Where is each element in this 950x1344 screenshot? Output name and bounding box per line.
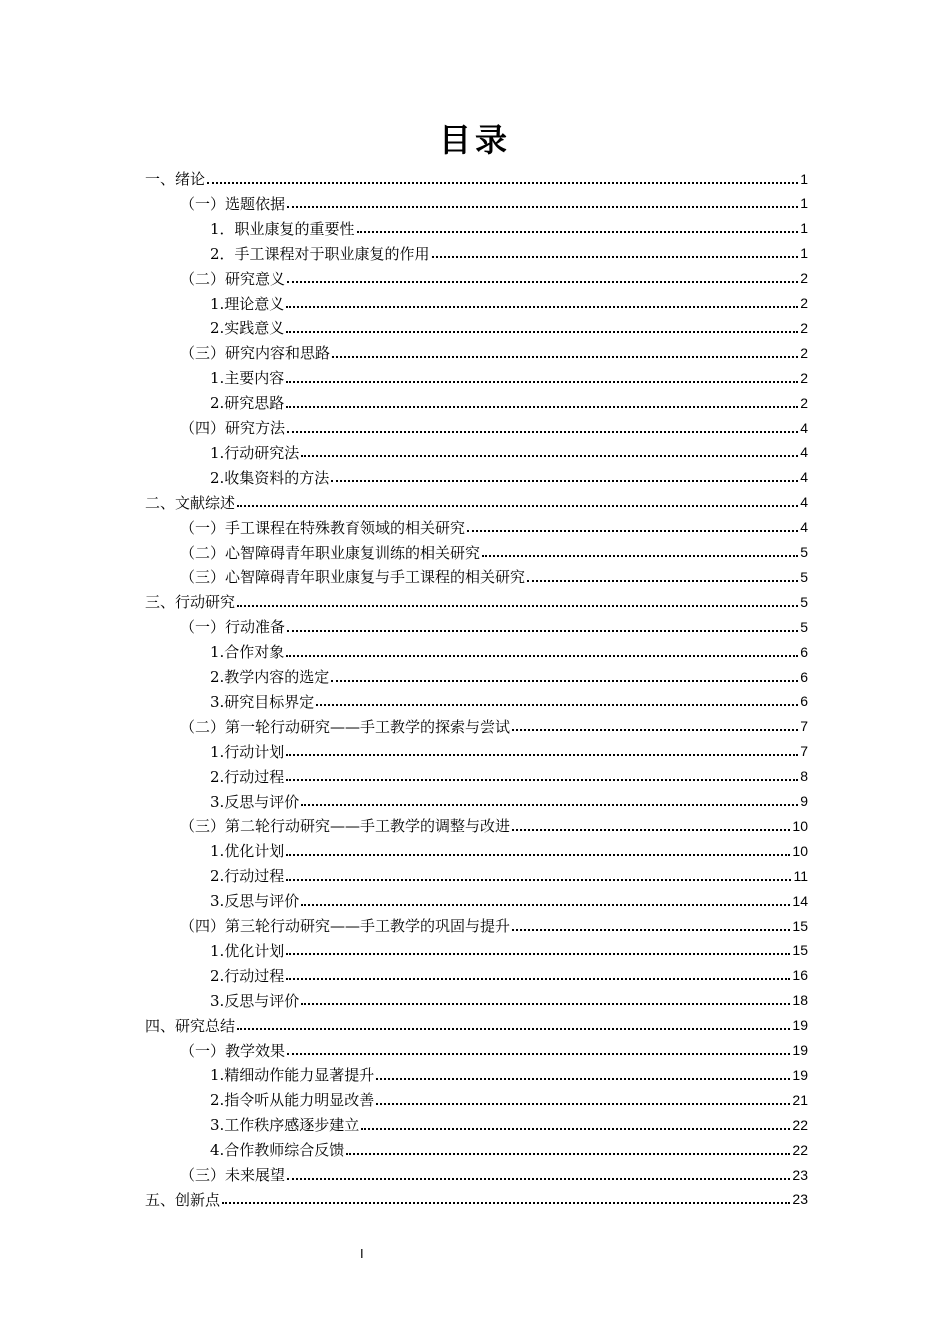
toc-entry-label: （三）未来展望 xyxy=(180,1166,286,1184)
toc-leader-dots xyxy=(512,929,790,931)
toc-entry[interactable] xyxy=(180,415,808,440)
toc-entry-page: 10 xyxy=(792,842,808,859)
toc-entry-label: 3.反思与评价 xyxy=(210,792,300,811)
toc-entry[interactable] xyxy=(210,789,808,814)
toc-entry-page: 1 xyxy=(800,195,808,212)
toc-leader-dots xyxy=(331,680,798,682)
toc-entry-page: 2 xyxy=(800,270,808,287)
toc-entry[interactable] xyxy=(180,340,808,365)
toc-entry-page: 4 xyxy=(800,419,808,436)
toc-entry-label: 1.行动计划 xyxy=(210,742,285,761)
toc-leader-dots xyxy=(286,331,798,333)
toc-entry[interactable] xyxy=(210,291,808,316)
toc-leader-dots xyxy=(527,580,798,582)
toc-entry-label: 2.实践意义 xyxy=(210,319,285,338)
toc-entry-page: 14 xyxy=(792,892,808,909)
toc-entry[interactable] xyxy=(180,564,808,589)
toc-entry-label: 2.行动过程 xyxy=(210,966,285,985)
toc-entry-page: 5 xyxy=(800,568,808,585)
toc-entry-page: 15 xyxy=(792,942,808,959)
toc-entry-label: 3.反思与评价 xyxy=(210,991,300,1010)
toc-entry[interactable] xyxy=(210,689,808,714)
toc-leader-dots xyxy=(286,381,798,383)
toc-leader-dots xyxy=(287,206,798,208)
toc-leader-dots xyxy=(237,1028,790,1030)
toc-entry[interactable] xyxy=(145,166,808,191)
toc-leader-dots xyxy=(376,1103,790,1105)
toc-leader-dots xyxy=(357,231,799,233)
toc-leader-dots xyxy=(287,1178,790,1180)
toc-entry[interactable] xyxy=(210,639,808,664)
page-title: 目录 xyxy=(438,121,511,159)
toc-entry[interactable] xyxy=(210,1137,808,1162)
toc-leader-dots xyxy=(222,1202,790,1204)
toc-entry-label: （三）第二轮行动研究——手工教学的调整与改进 xyxy=(180,817,511,836)
toc-entry-page: 6 xyxy=(800,643,808,660)
toc-entry-label: 二、文献综述 xyxy=(145,493,236,512)
toc-entry-page: 23 xyxy=(792,1166,808,1183)
toc-entry[interactable] xyxy=(180,540,808,565)
toc-leader-dots xyxy=(287,281,798,283)
toc-entry-page: 5 xyxy=(800,544,808,560)
toc-leader-dots xyxy=(286,306,798,308)
toc-entry-page: 9 xyxy=(800,793,808,809)
page-number-footer: I xyxy=(360,1246,364,1261)
toc-entry-label: （三）心智障碍青年职业康复与手工课程的相关研究 xyxy=(180,568,526,587)
toc-entry-label: 1.合作对象 xyxy=(210,643,285,662)
toc-entry-page: 4 xyxy=(800,469,808,486)
toc-entry-label: （二）研究意义 xyxy=(180,269,286,288)
toc-entry-page: 6 xyxy=(800,668,808,685)
toc-leader-dots xyxy=(512,829,790,831)
toc-leader-dots xyxy=(301,455,798,457)
toc-entry-label: （二）心智障碍青年职业康复训练的相关研究 xyxy=(180,543,481,562)
toc-entry-label: 一、绪论 xyxy=(145,170,206,188)
toc-entry[interactable] xyxy=(180,515,808,540)
toc-entry-page: 16 xyxy=(792,967,808,984)
toc-entry[interactable] xyxy=(210,764,808,789)
toc-leader-dots xyxy=(332,356,798,358)
toc-entry-label: 1.理论意义 xyxy=(210,294,285,313)
toc-leader-dots xyxy=(286,879,791,881)
toc-entry-page: 15 xyxy=(792,917,808,934)
toc-entry-label: 1.优化计划 xyxy=(210,941,285,960)
toc-leader-dots xyxy=(316,704,798,706)
toc-entry[interactable] xyxy=(180,266,808,291)
toc-entry[interactable] xyxy=(210,988,808,1013)
toc-entry[interactable] xyxy=(210,216,808,241)
toc-entry[interactable] xyxy=(210,365,808,390)
toc-entry-page: 5 xyxy=(800,618,808,635)
toc-entry-label: （一）手工课程在特殊教育领域的相关研究 xyxy=(180,518,466,537)
toc-entry-page: 6 xyxy=(800,693,808,710)
toc-entry-label: 三、行动研究 xyxy=(145,593,236,612)
toc-entry-page: 4 xyxy=(800,494,808,511)
toc-entry[interactable] xyxy=(210,739,808,764)
toc-entry[interactable] xyxy=(145,1013,808,1038)
toc-leader-dots xyxy=(331,480,798,482)
toc-entry-page: 11 xyxy=(793,867,808,884)
toc-entry-page: 10 xyxy=(792,817,808,834)
toc-entry-page: 2 xyxy=(800,394,808,411)
toc-leader-dots xyxy=(301,1003,790,1005)
toc-entry-label: 2．手工课程对于职业康复的作用 xyxy=(210,244,430,263)
toc-entry[interactable] xyxy=(210,1112,808,1137)
toc-entry-label: （一）选题依据 xyxy=(180,194,286,213)
toc-leader-dots xyxy=(286,953,790,955)
toc-entry-label: （四）研究方法 xyxy=(180,419,286,437)
toc-leader-dots xyxy=(237,605,798,607)
toc-leader-dots xyxy=(237,505,798,507)
toc-entry[interactable] xyxy=(210,465,808,490)
toc-entry-label: 1.行动研究法 xyxy=(210,443,300,462)
toc-entry-page: 21 xyxy=(792,1091,808,1108)
toc-entry-label: 2.收集资料的方法 xyxy=(210,468,330,487)
toc-entry[interactable] xyxy=(210,963,808,988)
toc-entry[interactable] xyxy=(145,589,808,614)
toc-entry-page: 5 xyxy=(800,593,808,610)
toc-entry-page: 23 xyxy=(792,1191,808,1208)
toc-leader-dots xyxy=(361,1128,790,1130)
toc-leader-dots xyxy=(467,530,798,532)
toc-entry-page: 22 xyxy=(792,1141,808,1158)
toc-entry[interactable] xyxy=(210,1062,808,1087)
toc-entry[interactable] xyxy=(210,440,808,465)
toc-entry[interactable] xyxy=(180,614,808,639)
toc-entry-page: 7 xyxy=(800,718,808,735)
toc-entry-page: 2 xyxy=(800,319,808,336)
toc-entry-page: 18 xyxy=(792,992,808,1009)
toc-entry[interactable] xyxy=(210,838,808,863)
toc-entry-label: （一）行动准备 xyxy=(180,618,286,637)
toc-leader-dots xyxy=(286,655,798,657)
toc-entry[interactable] xyxy=(210,938,808,963)
toc-entry-label: （一）教学效果 xyxy=(180,1041,286,1060)
toc-entry-page: 1 xyxy=(800,220,808,237)
toc-entry-label: 1.精细动作能力显著提升 xyxy=(210,1066,375,1085)
toc-entry-label: 2.教学内容的选定 xyxy=(210,668,330,686)
toc-entry-page: 4 xyxy=(800,444,808,461)
toc-entry-label: 3.反思与评价 xyxy=(210,892,300,911)
toc-entry-label: （二）第一轮行动研究——手工教学的探索与尝试 xyxy=(180,717,511,736)
toc-leader-dots xyxy=(286,406,798,408)
toc-entry-label: 1．职业康复的重要性 xyxy=(210,219,355,238)
toc-entry-label: （三）研究内容和思路 xyxy=(180,344,331,363)
toc-entry-page: 7 xyxy=(800,743,808,760)
toc-leader-dots xyxy=(346,1153,790,1155)
toc-entry[interactable] xyxy=(180,1038,808,1063)
toc-entry-label: 2.指令听从能力明显改善 xyxy=(210,1091,375,1110)
toc-leader-dots xyxy=(286,779,798,781)
toc-entry-page: 1 xyxy=(800,170,808,187)
toc-entry-page: 19 xyxy=(792,1017,808,1034)
toc-entry-label: 2.研究思路 xyxy=(210,394,285,413)
toc-entry[interactable] xyxy=(180,191,808,216)
toc-leader-dots xyxy=(512,729,798,731)
toc-entry-label: （四）第三轮行动研究——手工教学的巩固与提升 xyxy=(180,917,511,935)
toc-entry-label: 五、创新点 xyxy=(145,1190,221,1209)
toc-entry-label: 四、研究总结 xyxy=(145,1016,236,1035)
toc-entry-label: 4.合作教师综合反馈 xyxy=(210,1141,345,1160)
toc-entry[interactable] xyxy=(210,390,808,415)
toc-entry[interactable] xyxy=(180,913,808,938)
toc-entry[interactable] xyxy=(210,241,808,266)
toc-entry-label: 2.行动过程 xyxy=(210,867,285,886)
toc-entry[interactable] xyxy=(180,813,808,838)
toc-entry-page: 2 xyxy=(800,344,808,361)
toc-entry-page: 19 xyxy=(792,1042,808,1058)
toc-leader-dots xyxy=(287,1053,790,1055)
toc-entry-page: 2 xyxy=(800,295,808,311)
toc-entry-page: 22 xyxy=(792,1116,808,1133)
toc-leader-dots xyxy=(376,1078,790,1080)
toc-entry-page: 4 xyxy=(800,519,808,536)
toc-entry[interactable] xyxy=(210,1087,808,1112)
toc-entry-page: 8 xyxy=(800,768,808,785)
toc-entry[interactable] xyxy=(145,490,808,515)
toc-entry[interactable] xyxy=(210,315,808,340)
toc-entry-page: 19 xyxy=(792,1066,808,1083)
toc-leader-dots xyxy=(286,854,790,856)
toc-leader-dots xyxy=(287,431,798,433)
toc-leader-dots xyxy=(482,555,798,557)
toc-entry[interactable] xyxy=(180,1162,808,1187)
toc-leader-dots xyxy=(207,182,798,184)
toc-entry-label: 2.行动过程 xyxy=(210,767,285,786)
toc-entry-label: 1.主要内容 xyxy=(210,369,285,388)
toc-leader-dots xyxy=(286,978,790,980)
toc-leader-dots xyxy=(301,804,798,806)
toc-entry-label: 3.研究目标界定 xyxy=(210,692,315,711)
toc-entry[interactable] xyxy=(180,714,808,739)
toc-leader-dots xyxy=(286,754,798,756)
toc-entry[interactable] xyxy=(210,863,808,888)
toc-entry[interactable] xyxy=(145,1187,808,1212)
toc-entry-page: 2 xyxy=(800,369,808,386)
toc-entry-label: 3.工作秩序感逐步建立 xyxy=(210,1116,360,1135)
toc-entry[interactable] xyxy=(210,888,808,913)
toc-leader-dots xyxy=(287,630,798,632)
toc-entry-label: 1.优化计划 xyxy=(210,842,285,861)
toc-leader-dots xyxy=(301,904,790,906)
toc-entry[interactable] xyxy=(210,664,808,689)
toc-leader-dots xyxy=(432,256,799,258)
toc-entry-page: 1 xyxy=(800,245,808,262)
